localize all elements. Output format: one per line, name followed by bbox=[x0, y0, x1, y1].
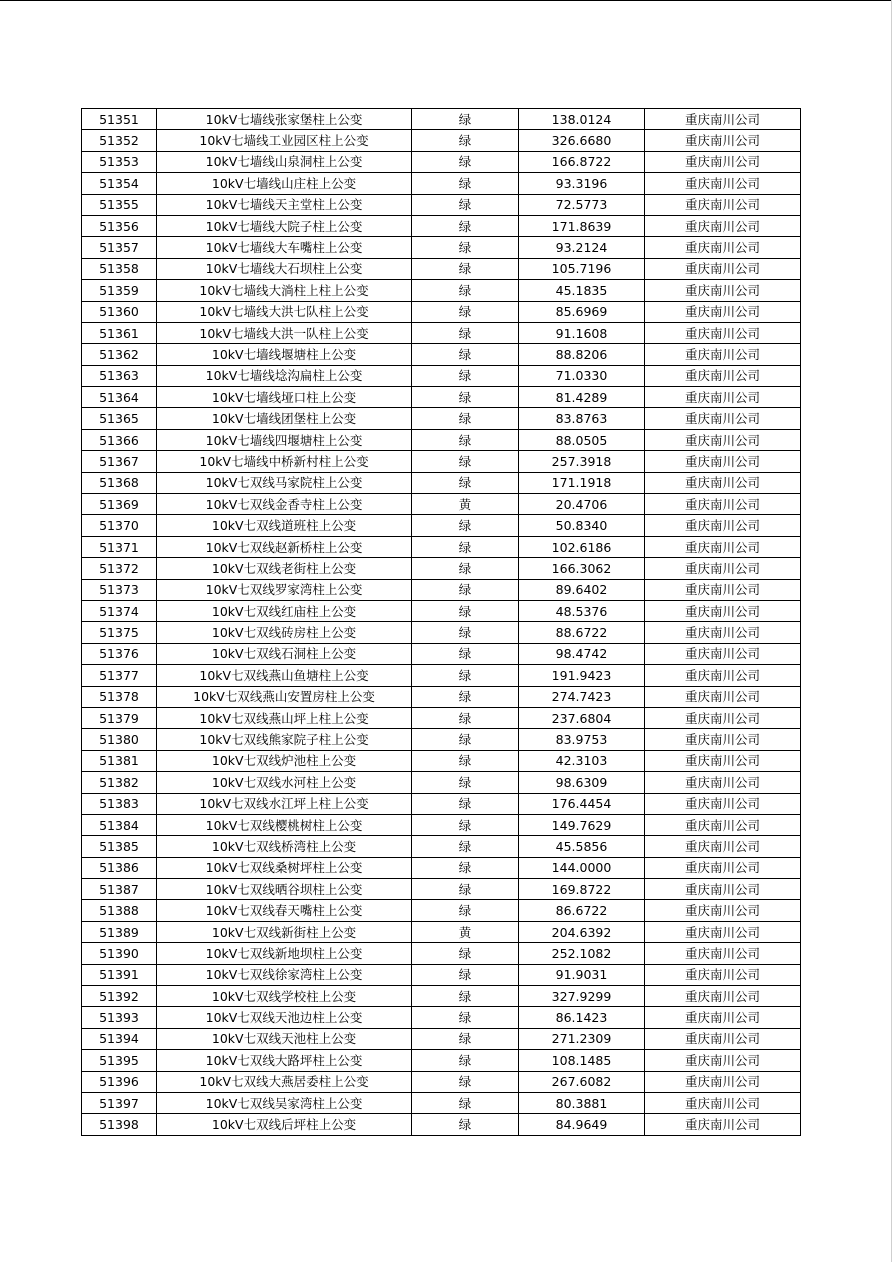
table-row bbox=[82, 643, 801, 664]
cell-name: 10kV七双线罗家湾柱上公变 bbox=[157, 579, 412, 600]
cell-name: 10kV七双线吴家湾柱上公变 bbox=[157, 1092, 412, 1113]
table-row bbox=[82, 1028, 801, 1049]
cell-name: 10kV七墙线山泉洞柱上公变 bbox=[157, 151, 412, 172]
cell-name: 10kV七双线砖房柱上公变 bbox=[157, 622, 412, 643]
cell-status-color: 黄 bbox=[412, 494, 519, 515]
cell-value: 149.7629 bbox=[519, 814, 645, 835]
cell-id: 51368 bbox=[82, 472, 157, 493]
cell-id: 51376 bbox=[82, 643, 157, 664]
cell-name: 10kV七双线春天嘴柱上公变 bbox=[157, 900, 412, 921]
cell-name: 10kV七墙线堰塘柱上公变 bbox=[157, 344, 412, 365]
table-row bbox=[82, 472, 801, 493]
cell-value: 171.1918 bbox=[519, 472, 645, 493]
cell-value: 176.4454 bbox=[519, 793, 645, 814]
cell-value: 98.6309 bbox=[519, 772, 645, 793]
cell-id: 51356 bbox=[82, 215, 157, 236]
cell-status-color: 绿 bbox=[412, 1092, 519, 1113]
cell-value: 88.0505 bbox=[519, 429, 645, 450]
cell-status-color: 绿 bbox=[412, 429, 519, 450]
table-row bbox=[82, 365, 801, 386]
cell-company: 重庆南川公司 bbox=[645, 772, 801, 793]
cell-status-color: 绿 bbox=[412, 472, 519, 493]
cell-company: 重庆南川公司 bbox=[645, 1071, 801, 1092]
table-row bbox=[82, 429, 801, 450]
cell-value: 169.8722 bbox=[519, 879, 645, 900]
cell-value: 252.1082 bbox=[519, 943, 645, 964]
table-row bbox=[82, 322, 801, 343]
cell-id: 51370 bbox=[82, 515, 157, 536]
cell-company: 重庆南川公司 bbox=[645, 986, 801, 1007]
cell-id: 51358 bbox=[82, 258, 157, 279]
cell-status-color: 绿 bbox=[412, 836, 519, 857]
table-row bbox=[82, 622, 801, 643]
cell-value: 81.4289 bbox=[519, 387, 645, 408]
cell-status-color: 绿 bbox=[412, 707, 519, 728]
cell-name: 10kV七双线马家院柱上公变 bbox=[157, 472, 412, 493]
cell-id: 51375 bbox=[82, 622, 157, 643]
cell-status-color: 绿 bbox=[412, 109, 519, 130]
cell-id: 51354 bbox=[82, 173, 157, 194]
cell-value: 85.6969 bbox=[519, 301, 645, 322]
cell-name: 10kV七墙线中桥新村柱上公变 bbox=[157, 451, 412, 472]
cell-company: 重庆南川公司 bbox=[645, 494, 801, 515]
cell-name: 10kV七墙线大洪七队柱上公变 bbox=[157, 301, 412, 322]
cell-id: 51351 bbox=[82, 109, 157, 130]
cell-id: 51383 bbox=[82, 793, 157, 814]
cell-status-color: 绿 bbox=[412, 964, 519, 985]
cell-value: 93.3196 bbox=[519, 173, 645, 194]
cell-id: 51391 bbox=[82, 964, 157, 985]
cell-company: 重庆南川公司 bbox=[645, 365, 801, 386]
cell-name: 10kV七双线后坪柱上公变 bbox=[157, 1114, 412, 1135]
cell-status-color: 绿 bbox=[412, 387, 519, 408]
cell-value: 86.6722 bbox=[519, 900, 645, 921]
cell-status-color: 绿 bbox=[412, 772, 519, 793]
cell-name: 10kV七墙线团堡柱上公变 bbox=[157, 408, 412, 429]
cell-value: 71.0330 bbox=[519, 365, 645, 386]
cell-company: 重庆南川公司 bbox=[645, 1114, 801, 1135]
cell-id: 51385 bbox=[82, 836, 157, 857]
cell-company: 重庆南川公司 bbox=[645, 879, 801, 900]
cell-status-color: 绿 bbox=[412, 943, 519, 964]
table-row bbox=[82, 857, 801, 878]
cell-name: 10kV七墙线大车嘴柱上公变 bbox=[157, 237, 412, 258]
cell-name: 10kV七墙线埝沟扁柱上公变 bbox=[157, 365, 412, 386]
cell-company: 重庆南川公司 bbox=[645, 729, 801, 750]
cell-company: 重庆南川公司 bbox=[645, 536, 801, 557]
cell-status-color: 绿 bbox=[412, 515, 519, 536]
cell-id: 51355 bbox=[82, 194, 157, 215]
cell-status-color: 黄 bbox=[412, 921, 519, 942]
cell-value: 257.3918 bbox=[519, 451, 645, 472]
cell-company: 重庆南川公司 bbox=[645, 622, 801, 643]
cell-status-color: 绿 bbox=[412, 1050, 519, 1071]
cell-value: 83.8763 bbox=[519, 408, 645, 429]
cell-company: 重庆南川公司 bbox=[645, 686, 801, 707]
cell-value: 108.1485 bbox=[519, 1050, 645, 1071]
cell-id: 51371 bbox=[82, 536, 157, 557]
cell-status-color: 绿 bbox=[412, 814, 519, 835]
cell-company: 重庆南川公司 bbox=[645, 793, 801, 814]
cell-id: 51373 bbox=[82, 579, 157, 600]
table-row bbox=[82, 151, 801, 172]
cell-id: 51387 bbox=[82, 879, 157, 900]
table-row bbox=[82, 451, 801, 472]
cell-name: 10kV七墙线大院子柱上公变 bbox=[157, 215, 412, 236]
cell-status-color: 绿 bbox=[412, 322, 519, 343]
cell-name: 10kV七双线燕山坪上柱上公变 bbox=[157, 707, 412, 728]
cell-status-color: 绿 bbox=[412, 879, 519, 900]
cell-name: 10kV七双线燕山安置房柱上公变 bbox=[157, 686, 412, 707]
table-row bbox=[82, 579, 801, 600]
cell-status-color: 绿 bbox=[412, 151, 519, 172]
cell-id: 51364 bbox=[82, 387, 157, 408]
table-row bbox=[82, 836, 801, 857]
table-row bbox=[82, 707, 801, 728]
cell-company: 重庆南川公司 bbox=[645, 750, 801, 771]
cell-name: 10kV七双线大燕居委柱上公变 bbox=[157, 1071, 412, 1092]
cell-status-color: 绿 bbox=[412, 750, 519, 771]
cell-status-color: 绿 bbox=[412, 857, 519, 878]
cell-id: 51365 bbox=[82, 408, 157, 429]
cell-id: 51389 bbox=[82, 921, 157, 942]
cell-company: 重庆南川公司 bbox=[645, 151, 801, 172]
cell-value: 274.7423 bbox=[519, 686, 645, 707]
cell-value: 72.5773 bbox=[519, 194, 645, 215]
cell-company: 重庆南川公司 bbox=[645, 707, 801, 728]
table-row bbox=[82, 1007, 801, 1028]
cell-status-color: 绿 bbox=[412, 600, 519, 621]
cell-value: 271.2309 bbox=[519, 1028, 645, 1049]
table-row bbox=[82, 964, 801, 985]
cell-id: 51393 bbox=[82, 1007, 157, 1028]
cell-value: 144.0000 bbox=[519, 857, 645, 878]
table-row bbox=[82, 686, 801, 707]
cell-status-color: 绿 bbox=[412, 173, 519, 194]
cell-status-color: 绿 bbox=[412, 536, 519, 557]
cell-value: 91.9031 bbox=[519, 964, 645, 985]
cell-value: 89.6402 bbox=[519, 579, 645, 600]
cell-status-color: 绿 bbox=[412, 130, 519, 151]
cell-id: 51357 bbox=[82, 237, 157, 258]
cell-id: 51395 bbox=[82, 1050, 157, 1071]
cell-company: 重庆南川公司 bbox=[645, 322, 801, 343]
cell-company: 重庆南川公司 bbox=[645, 109, 801, 130]
cell-status-color: 绿 bbox=[412, 622, 519, 643]
cell-status-color: 绿 bbox=[412, 579, 519, 600]
cell-status-color: 绿 bbox=[412, 686, 519, 707]
cell-company: 重庆南川公司 bbox=[645, 344, 801, 365]
cell-company: 重庆南川公司 bbox=[645, 900, 801, 921]
cell-company: 重庆南川公司 bbox=[645, 665, 801, 686]
table-row bbox=[82, 215, 801, 236]
cell-value: 166.3062 bbox=[519, 558, 645, 579]
cell-value: 166.8722 bbox=[519, 151, 645, 172]
cell-value: 327.9299 bbox=[519, 986, 645, 1007]
cell-value: 88.6722 bbox=[519, 622, 645, 643]
cell-status-color: 绿 bbox=[412, 237, 519, 258]
cell-company: 重庆南川公司 bbox=[645, 1092, 801, 1113]
cell-company: 重庆南川公司 bbox=[645, 237, 801, 258]
cell-company: 重庆南川公司 bbox=[645, 258, 801, 279]
cell-company: 重庆南川公司 bbox=[645, 921, 801, 942]
cell-status-color: 绿 bbox=[412, 1114, 519, 1135]
cell-name: 10kV七双线天池边柱上公变 bbox=[157, 1007, 412, 1028]
cell-company: 重庆南川公司 bbox=[645, 643, 801, 664]
cell-status-color: 绿 bbox=[412, 793, 519, 814]
table-row bbox=[82, 494, 801, 515]
cell-company: 重庆南川公司 bbox=[645, 964, 801, 985]
cell-company: 重庆南川公司 bbox=[645, 280, 801, 301]
cell-company: 重庆南川公司 bbox=[645, 472, 801, 493]
cell-name: 10kV七双线学校柱上公变 bbox=[157, 986, 412, 1007]
cell-value: 237.6804 bbox=[519, 707, 645, 728]
cell-name: 10kV七双线炉池柱上公变 bbox=[157, 750, 412, 771]
cell-value: 83.9753 bbox=[519, 729, 645, 750]
cell-name: 10kV七双线桥湾柱上公变 bbox=[157, 836, 412, 857]
transformer-table bbox=[81, 108, 801, 1136]
cell-value: 91.1608 bbox=[519, 322, 645, 343]
cell-id: 51394 bbox=[82, 1028, 157, 1049]
cell-name: 10kV七双线晒谷坝柱上公变 bbox=[157, 879, 412, 900]
cell-value: 204.6392 bbox=[519, 921, 645, 942]
cell-status-color: 绿 bbox=[412, 344, 519, 365]
table-row bbox=[82, 536, 801, 557]
cell-id: 51396 bbox=[82, 1071, 157, 1092]
cell-id: 51390 bbox=[82, 943, 157, 964]
table-row bbox=[82, 408, 801, 429]
cell-company: 重庆南川公司 bbox=[645, 429, 801, 450]
cell-name: 10kV七双线新地坝柱上公变 bbox=[157, 943, 412, 964]
cell-name: 10kV七双线水江坪上柱上公变 bbox=[157, 793, 412, 814]
cell-id: 51360 bbox=[82, 301, 157, 322]
cell-name: 10kV七墙线垭口柱上公变 bbox=[157, 387, 412, 408]
cell-name: 10kV七双线熊家院子柱上公变 bbox=[157, 729, 412, 750]
cell-status-color: 绿 bbox=[412, 280, 519, 301]
cell-value: 84.9649 bbox=[519, 1114, 645, 1135]
cell-status-color: 绿 bbox=[412, 258, 519, 279]
cell-status-color: 绿 bbox=[412, 365, 519, 386]
cell-status-color: 绿 bbox=[412, 194, 519, 215]
cell-company: 重庆南川公司 bbox=[645, 451, 801, 472]
table-row bbox=[82, 814, 801, 835]
table-row bbox=[82, 109, 801, 130]
table-row bbox=[82, 665, 801, 686]
cell-id: 51386 bbox=[82, 857, 157, 878]
cell-id: 51379 bbox=[82, 707, 157, 728]
cell-value: 48.5376 bbox=[519, 600, 645, 621]
cell-value: 191.9423 bbox=[519, 665, 645, 686]
cell-company: 重庆南川公司 bbox=[645, 600, 801, 621]
cell-id: 51398 bbox=[82, 1114, 157, 1135]
cell-id: 51377 bbox=[82, 665, 157, 686]
cell-name: 10kV七双线金香寺柱上公变 bbox=[157, 494, 412, 515]
cell-id: 51363 bbox=[82, 365, 157, 386]
cell-name: 10kV七双线赵新桥柱上公变 bbox=[157, 536, 412, 557]
cell-id: 51369 bbox=[82, 494, 157, 515]
table-row bbox=[82, 237, 801, 258]
cell-status-color: 绿 bbox=[412, 900, 519, 921]
cell-id: 51359 bbox=[82, 280, 157, 301]
cell-name: 10kV七双线老街柱上公变 bbox=[157, 558, 412, 579]
table-row bbox=[82, 943, 801, 964]
table-row bbox=[82, 558, 801, 579]
cell-name: 10kV七双线樱桃树柱上公变 bbox=[157, 814, 412, 835]
cell-value: 80.3881 bbox=[519, 1092, 645, 1113]
cell-id: 51352 bbox=[82, 130, 157, 151]
cell-id: 51380 bbox=[82, 729, 157, 750]
cell-value: 326.6680 bbox=[519, 130, 645, 151]
table-row bbox=[82, 301, 801, 322]
table-row bbox=[82, 793, 801, 814]
cell-status-color: 绿 bbox=[412, 408, 519, 429]
cell-value: 45.5856 bbox=[519, 836, 645, 857]
cell-name: 10kV七双线桑树坪柱上公变 bbox=[157, 857, 412, 878]
table-row bbox=[82, 900, 801, 921]
table-row bbox=[82, 986, 801, 1007]
cell-status-color: 绿 bbox=[412, 986, 519, 1007]
cell-company: 重庆南川公司 bbox=[645, 558, 801, 579]
cell-id: 51381 bbox=[82, 750, 157, 771]
cell-name: 10kV七双线红庙柱上公变 bbox=[157, 600, 412, 621]
cell-company: 重庆南川公司 bbox=[645, 215, 801, 236]
cell-company: 重庆南川公司 bbox=[645, 857, 801, 878]
cell-company: 重庆南川公司 bbox=[645, 173, 801, 194]
cell-id: 51397 bbox=[82, 1092, 157, 1113]
cell-value: 105.7196 bbox=[519, 258, 645, 279]
cell-id: 51361 bbox=[82, 322, 157, 343]
cell-value: 42.3103 bbox=[519, 750, 645, 771]
cell-id: 51382 bbox=[82, 772, 157, 793]
cell-status-color: 绿 bbox=[412, 1028, 519, 1049]
cell-name: 10kV七墙线大淌柱上柱上公变 bbox=[157, 280, 412, 301]
table-row bbox=[82, 387, 801, 408]
cell-id: 51392 bbox=[82, 986, 157, 1007]
cell-name: 10kV七双线天池柱上公变 bbox=[157, 1028, 412, 1049]
cell-value: 98.4742 bbox=[519, 643, 645, 664]
cell-id: 51374 bbox=[82, 600, 157, 621]
table-row bbox=[82, 280, 801, 301]
cell-company: 重庆南川公司 bbox=[645, 1028, 801, 1049]
cell-value: 93.2124 bbox=[519, 237, 645, 258]
cell-value: 20.4706 bbox=[519, 494, 645, 515]
cell-company: 重庆南川公司 bbox=[645, 814, 801, 835]
cell-name: 10kV七双线新街柱上公变 bbox=[157, 921, 412, 942]
cell-name: 10kV七墙线天主堂柱上公变 bbox=[157, 194, 412, 215]
cell-value: 171.8639 bbox=[519, 215, 645, 236]
cell-status-color: 绿 bbox=[412, 301, 519, 322]
cell-name: 10kV七墙线大石坝柱上公变 bbox=[157, 258, 412, 279]
cell-id: 51388 bbox=[82, 900, 157, 921]
cell-value: 102.6186 bbox=[519, 536, 645, 557]
table-body bbox=[82, 109, 801, 1136]
cell-name: 10kV七墙线工业园区柱上公变 bbox=[157, 130, 412, 151]
cell-name: 10kV七双线燕山鱼塘柱上公变 bbox=[157, 665, 412, 686]
table-row bbox=[82, 879, 801, 900]
cell-value: 45.1835 bbox=[519, 280, 645, 301]
cell-company: 重庆南川公司 bbox=[645, 1007, 801, 1028]
cell-status-color: 绿 bbox=[412, 558, 519, 579]
cell-id: 51384 bbox=[82, 814, 157, 835]
table-row bbox=[82, 1050, 801, 1071]
cell-status-color: 绿 bbox=[412, 215, 519, 236]
cell-value: 138.0124 bbox=[519, 109, 645, 130]
cell-name: 10kV七双线大路坪柱上公变 bbox=[157, 1050, 412, 1071]
cell-name: 10kV七墙线大洪一队柱上公变 bbox=[157, 322, 412, 343]
cell-id: 51367 bbox=[82, 451, 157, 472]
cell-value: 50.8340 bbox=[519, 515, 645, 536]
cell-id: 51366 bbox=[82, 429, 157, 450]
cell-value: 267.6082 bbox=[519, 1071, 645, 1092]
cell-status-color: 绿 bbox=[412, 1071, 519, 1092]
table-row bbox=[82, 921, 801, 942]
cell-id: 51378 bbox=[82, 686, 157, 707]
cell-status-color: 绿 bbox=[412, 643, 519, 664]
cell-id: 51372 bbox=[82, 558, 157, 579]
table-row bbox=[82, 1071, 801, 1092]
page-top-border bbox=[0, 0, 892, 1]
cell-name: 10kV七双线徐家湾柱上公变 bbox=[157, 964, 412, 985]
cell-company: 重庆南川公司 bbox=[645, 943, 801, 964]
table-row bbox=[82, 600, 801, 621]
cell-company: 重庆南川公司 bbox=[645, 408, 801, 429]
cell-status-color: 绿 bbox=[412, 665, 519, 686]
cell-status-color: 绿 bbox=[412, 1007, 519, 1028]
cell-company: 重庆南川公司 bbox=[645, 515, 801, 536]
cell-name: 10kV七墙线山庄柱上公变 bbox=[157, 173, 412, 194]
cell-company: 重庆南川公司 bbox=[645, 301, 801, 322]
cell-company: 重庆南川公司 bbox=[645, 579, 801, 600]
table-row bbox=[82, 772, 801, 793]
cell-status-color: 绿 bbox=[412, 451, 519, 472]
cell-company: 重庆南川公司 bbox=[645, 387, 801, 408]
cell-name: 10kV七双线道班柱上公变 bbox=[157, 515, 412, 536]
cell-name: 10kV七双线水河柱上公变 bbox=[157, 772, 412, 793]
cell-id: 51353 bbox=[82, 151, 157, 172]
cell-value: 86.1423 bbox=[519, 1007, 645, 1028]
table-row bbox=[82, 173, 801, 194]
table-row bbox=[82, 258, 801, 279]
cell-company: 重庆南川公司 bbox=[645, 836, 801, 857]
cell-value: 88.8206 bbox=[519, 344, 645, 365]
table-row bbox=[82, 194, 801, 215]
table-row bbox=[82, 729, 801, 750]
cell-name: 10kV七墙线四堰塘柱上公变 bbox=[157, 429, 412, 450]
cell-name: 10kV七双线石洞柱上公变 bbox=[157, 643, 412, 664]
cell-name: 10kV七墙线张家堡柱上公变 bbox=[157, 109, 412, 130]
cell-id: 51362 bbox=[82, 344, 157, 365]
table-row bbox=[82, 1114, 801, 1135]
table-row bbox=[82, 750, 801, 771]
cell-status-color: 绿 bbox=[412, 729, 519, 750]
table-row bbox=[82, 515, 801, 536]
cell-company: 重庆南川公司 bbox=[645, 130, 801, 151]
table-row bbox=[82, 344, 801, 365]
table-row bbox=[82, 1092, 801, 1113]
cell-company: 重庆南川公司 bbox=[645, 194, 801, 215]
table-row bbox=[82, 130, 801, 151]
cell-company: 重庆南川公司 bbox=[645, 1050, 801, 1071]
